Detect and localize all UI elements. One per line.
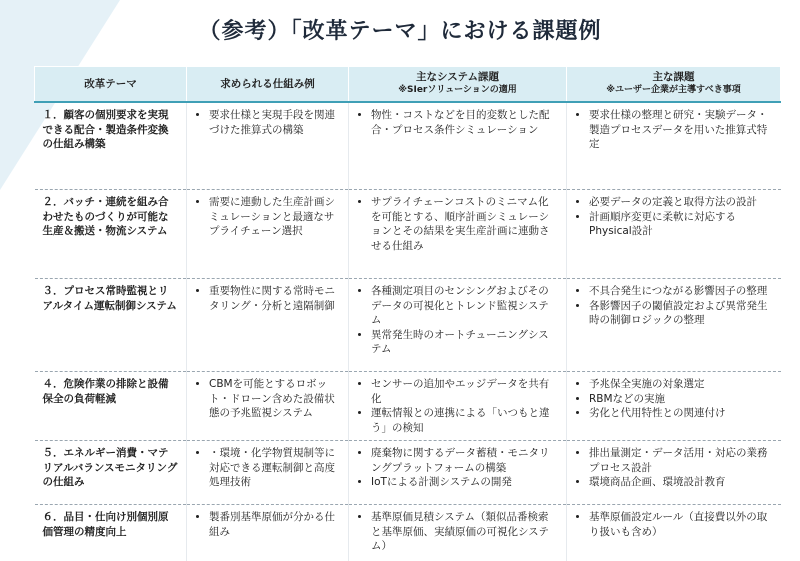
- theme-cell: ５．エネルギー消費・マテリアルバランスモニタリングの仕組み: [35, 441, 187, 505]
- system-cell: [349, 441, 567, 505]
- list-item: • ・環境・化学物質規制等に対応できる運転制御と高度処理技術: [209, 446, 340, 490]
- list-item: • 不具合発生につながる影響因子の整理: [589, 284, 773, 299]
- list-item: • IoTによる計測システムの開発: [371, 475, 558, 490]
- mechanism-cell: [187, 102, 349, 190]
- mechanism-cell: [187, 441, 349, 505]
- list-item: • 製番別基準原価が分かる仕組み: [209, 510, 340, 539]
- system-cell: [349, 372, 567, 441]
- user-cell: [567, 505, 781, 561]
- table-row: [35, 441, 781, 505]
- table-row: [35, 505, 781, 561]
- header-system: 主なシステム課題 ※SIerソリューションの適用: [349, 67, 567, 103]
- theme-cell: ６．品目・仕向け別個別原価管理の精度向上: [35, 505, 187, 561]
- user-cell: [567, 372, 781, 441]
- list-item: • 異常発生時のオートチューニングシステム: [371, 328, 558, 357]
- table-row: [35, 190, 781, 279]
- table-row: [35, 279, 781, 372]
- list-item: • 予兆保全実施の対象選定: [589, 377, 773, 392]
- list-item: • 環境商品企画、環境設計教育: [589, 475, 773, 490]
- list-item: • 基準原価見積システム（類似品番検索と基準原価、実績原価の可視化システム）: [371, 510, 558, 554]
- system-cell: [349, 279, 567, 372]
- list-item: • 劣化と代用特性との関連付け: [589, 406, 773, 421]
- list-item: • 廃棄物に関するデータ蓄積・モニタリングプラットフォームの構築: [371, 446, 558, 475]
- user-cell: [567, 441, 781, 505]
- theme-cell: ２．バッチ・連続を組み合わせたものづくりが可能な生産＆搬送・物流システム: [35, 190, 187, 279]
- system-cell: [349, 505, 567, 561]
- issues-table: [34, 66, 781, 561]
- mechanism-cell: [187, 505, 349, 561]
- list-item: • 物性・コストなどを目的変数とした配合・プロセス条件シミュレーション: [371, 108, 558, 137]
- list-item: • 需要に連動した生産計画シミュレーションと最適なサプライチェーン選択: [209, 195, 340, 239]
- user-cell: [567, 279, 781, 372]
- page-title: （参考）「改革テーマ」における課題例: [0, 14, 800, 45]
- list-item: • 運転情報との連携による「いつもと違う」の検知: [371, 406, 558, 435]
- list-item: • 各種測定項目のセンシングおよびそのデータの可視化とトレンド監視システム: [371, 284, 558, 328]
- system-cell: [349, 190, 567, 279]
- list-item: • サプライチェーンコストのミニマム化を可能とする、順序計画シミュレーションとその結果を実生産計画に連動させる仕組み: [371, 195, 558, 253]
- header-user: 主な課題 ※ユーザー企業が主導すべき事項: [567, 67, 781, 103]
- list-item: • 排出量測定・データ活用・対応の業務プロセス設計: [589, 446, 773, 475]
- list-item: • RBMなどの実施: [589, 392, 773, 407]
- list-item: • CBMを可能とするロボット・ドローン含めた設備状態の予兆監視システム: [209, 377, 340, 421]
- system-cell: [349, 102, 567, 190]
- theme-cell: １．顧客の個別要求を実現できる配合・製造条件変換の仕組み構築: [35, 102, 187, 190]
- theme-cell: ４．危険作業の排除と設備保全の負荷軽減: [35, 372, 187, 441]
- list-item: • 計画順序変更に柔軟に対応するPhysical設計: [589, 210, 773, 239]
- header-theme: 改革テーマ: [35, 67, 187, 103]
- list-item: • 要求仕様と実現手段を関連づけた推算式の構築: [209, 108, 340, 137]
- user-cell: [567, 190, 781, 279]
- list-item: • 各影響因子の閾値設定および異常発生時の制御ロジックの整理: [589, 299, 773, 328]
- list-item: • センサーの追加やエッジデータを共有化: [371, 377, 558, 406]
- list-item: • 要求仕様の整理と研究・実験データ・製造プロセスデータを用いた推算式特定: [589, 108, 773, 152]
- table-row: [35, 372, 781, 441]
- mechanism-cell: [187, 279, 349, 372]
- list-item: • 基準原価設定ルール（直接費以外の取り扱いも含め）: [589, 510, 773, 539]
- user-cell: [567, 102, 781, 190]
- list-item: • 必要データの定義と取得方法の設計: [589, 195, 773, 210]
- theme-cell: ３．プロセス常時監視とリアルタイム運転制御システム: [35, 279, 187, 372]
- mechanism-cell: [187, 190, 349, 279]
- list-item: • 重要物性に関する常時モニタリング・分析と遠隔制御: [209, 284, 340, 313]
- header-mechanism: 求められる仕組み例: [187, 67, 349, 103]
- table-header-row: [35, 67, 781, 103]
- mechanism-cell: [187, 372, 349, 441]
- table-row: [35, 102, 781, 190]
